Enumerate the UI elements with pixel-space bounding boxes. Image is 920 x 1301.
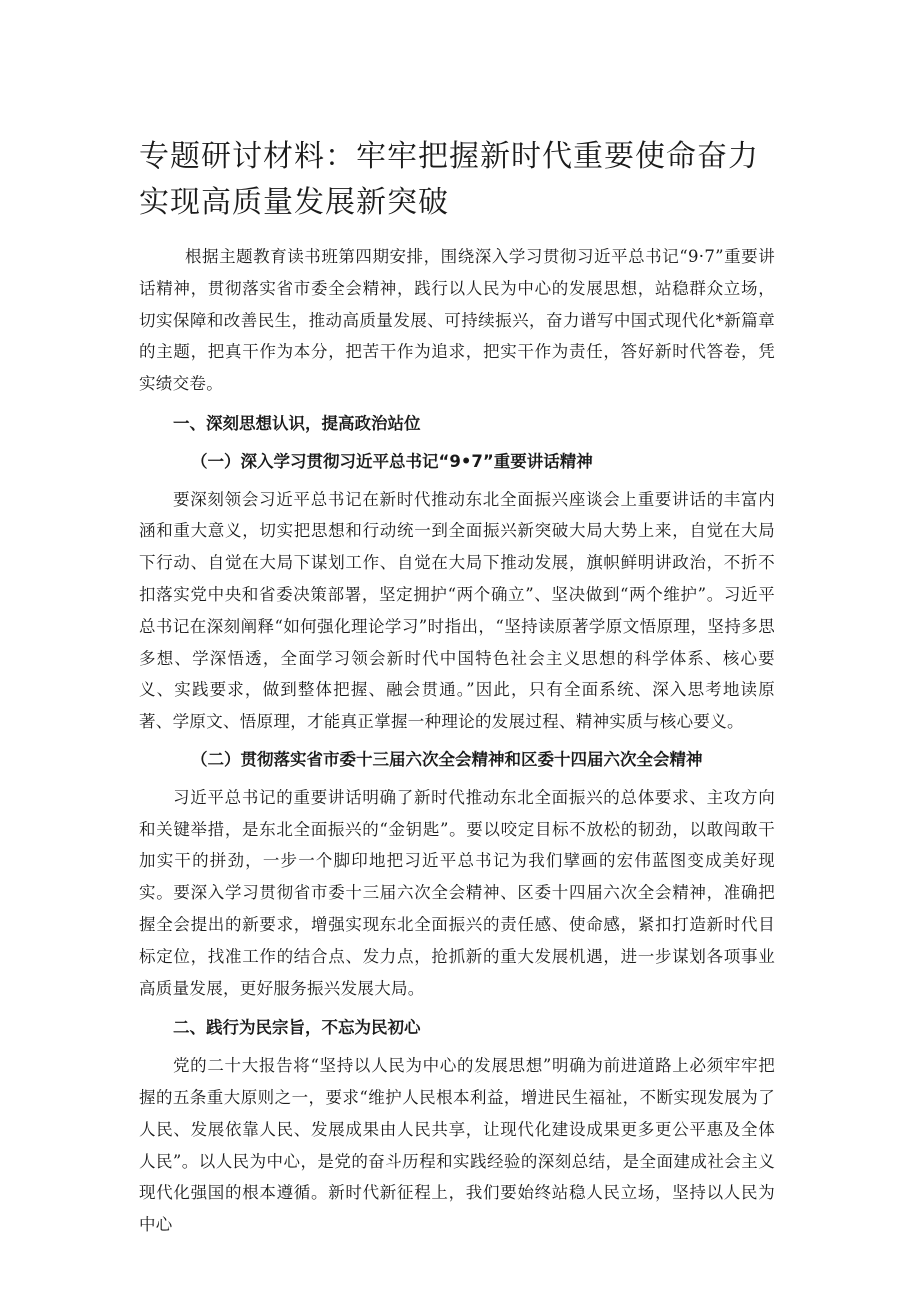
section-1-paragraph-1: 要深刻领会习近平总书记在新时代推动东北全面振兴座谈会上重要讲话的丰富内涵和重大意义，切实把思想和行动统一到全面振兴新突破大局大势上来，自觉在大局下行动、自觉在大局下谋划工作、自觉在大局下推动发展，旗帜鲜明讲政治，不折不扣落实党中央和省委决策部署，坚定拥护“两个确立”、坚决做到“两个维护”。习近平总书记在深刻阐释“如何强化理论学习”时指出，“坚持读原著学原文悟原理，坚持多思多想、学深悟透，全面学习领会新时代中国特色社会主义思想的科学体系、核心要义、实践要求，做到整体把握、融会贯通。”因此，只有全面系统、深入思考地读原著、学原文、悟原理，才能真正掌握一种理论的发展过程、精神实质与核心要义。 xyxy=(139,489,775,732)
section-1-paragraph-2: 习近平总书记的重要讲话明确了新时代推动东北全面振兴的总体要求、主攻方向和关键举措，是东北全面振兴的“金钥匙”。要以咬定目标不放松的韧劲，以敢闯敢干加实干的拼劲，一步一个脚印地把习近平总书记为我们擘画的宏伟蓝图变成美好现实。要深入学习贯彻省市委十三届六次全会精神、区委十四届六次全会精神，准确把握全会提出的新要求，增强实现东北全面振兴的责任感、使命感，紧扣打造新时代目标定位，找准工作的结合点、发力点，抢抓新的重大发展机遇，进一步谋划各项事业高质量发展，更好服务振兴发展大局。 xyxy=(139,787,775,998)
document-body xyxy=(139,241,775,1241)
section-1-heading: 一、深刻思想认识，提高政治站位 xyxy=(173,413,421,433)
document-title: 专题研讨材料：牢牢把握新时代重要使命奋力实现高质量发展新突破 xyxy=(139,139,759,220)
section-1-subheading-1: （一）深入学习贯彻习近平总书记“9•7”重要讲话精神 xyxy=(191,451,593,471)
section-1-subheading-2: （二）贯彻落实省市委十三届六次全会精神和区委十四届六次全会精神 xyxy=(191,749,703,769)
intro-paragraph: 根据主题教育读书班第四期安排，围绕深入学习贯彻习近平总书记“9·7”重要讲话精神，贯彻落实省市委全会精神，践行以人民为中心的发展思想，站稳群众立场，切实保障和改善民生，推动高质量发展、可持续振兴，奋力谱写中国式现代化*新篇章的主题，把真干作为本分，把苦干作为追求，把实干作为责任，答好新时代答卷，凭实绩交卷。 xyxy=(139,247,775,394)
section-2-paragraph: 党的二十大报告将“坚持以人民为中心的发展思想”明确为前进道路上必须牢牢把握的五条重大原则之一，要求“维护人民根本利益，增进民生福祉，不断实现发展为了人民、发展依靠人民、发展成果由人民共享，让现代化建设成果更多更公平惠及全体人民”。以人民为中心，是党的奋斗历程和实践经验的深刻总结，是全面建成社会主义现代化强国的根本遵循。新时代新征程上，我们要始终站稳人民立场，坚持以人民为中心 xyxy=(139,1056,775,1235)
section-2-heading: 二、践行为民宗旨，不忘为民初心 xyxy=(173,1018,421,1038)
